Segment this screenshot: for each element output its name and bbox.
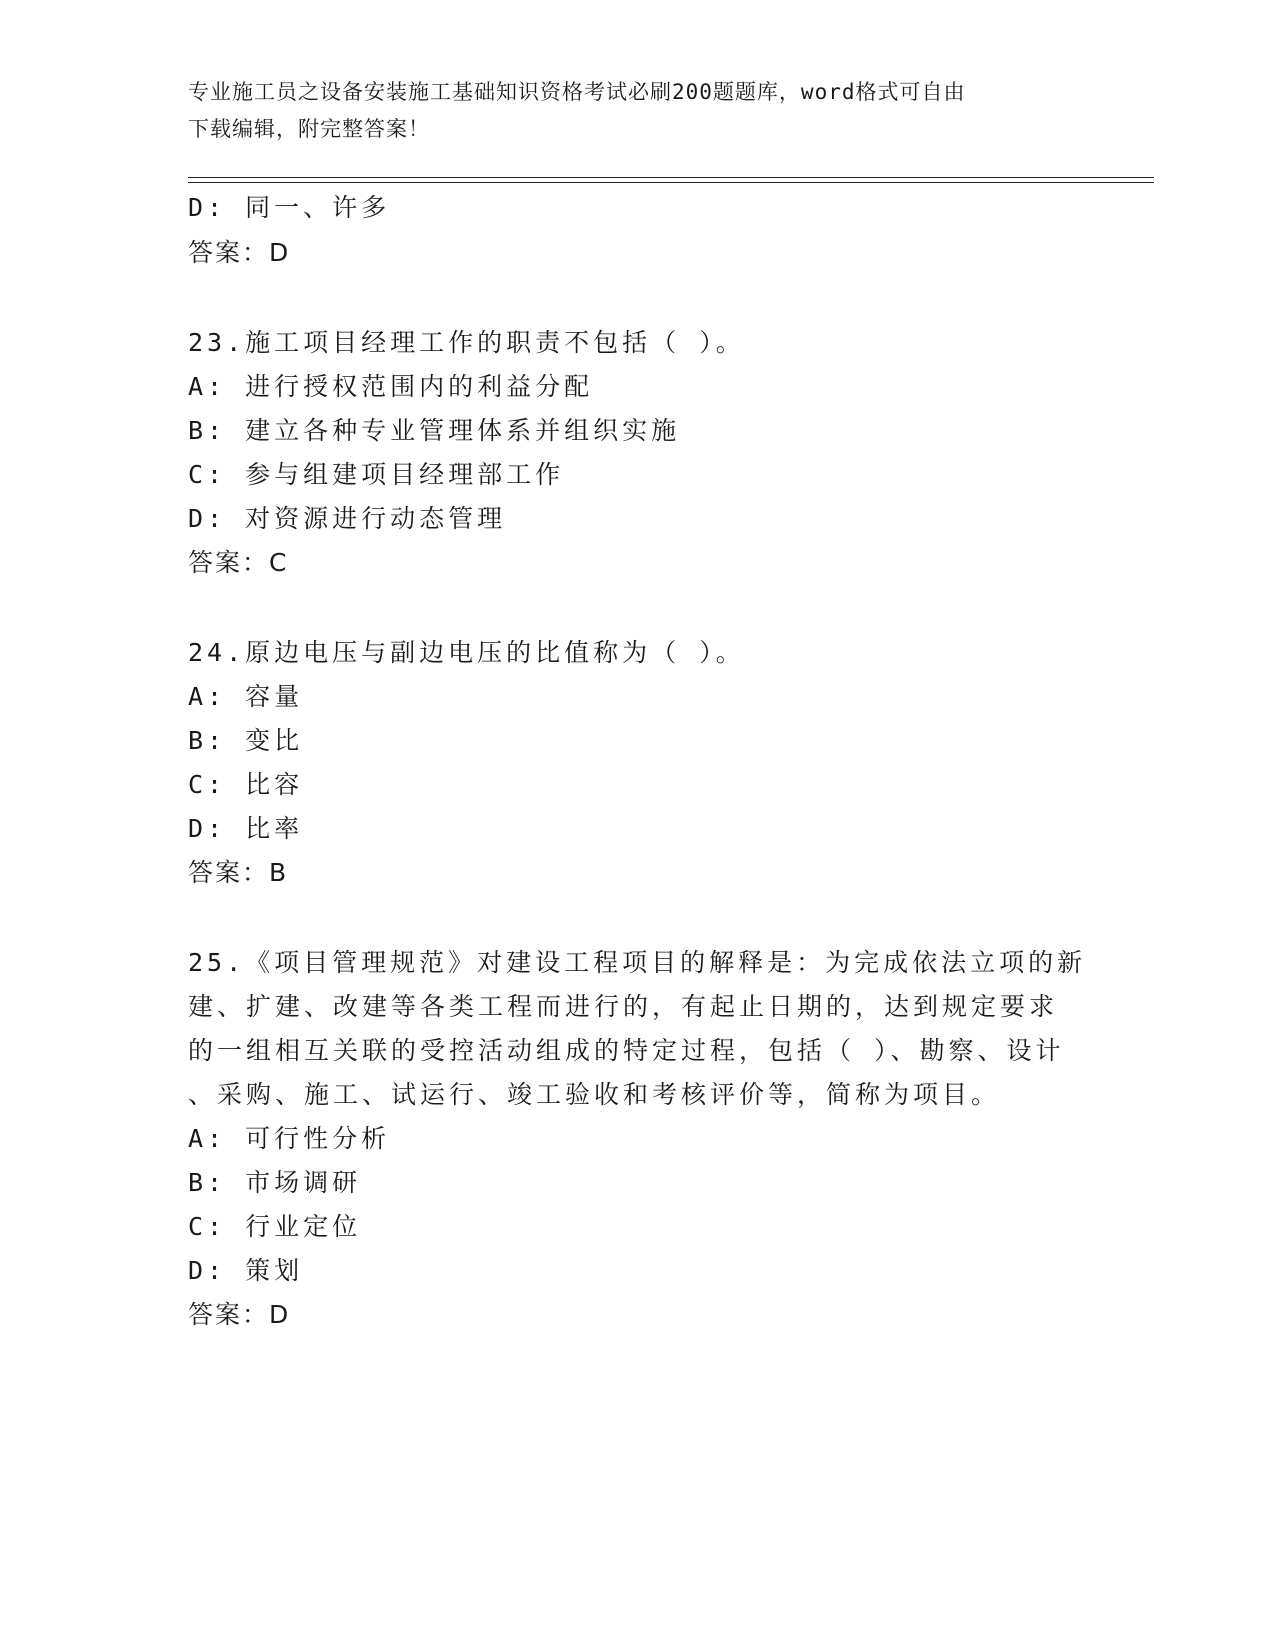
q24-stem: 24.原边电压与副边电压的比值称为（ ）。 (188, 638, 745, 667)
document-header (188, 74, 1068, 148)
q24-option-b: B: 变比 (188, 726, 304, 755)
q25-stem-line-3: 的一组相互关联的受控活动组成的特定过程，包括（ ）、勘察、设计 (188, 1036, 1065, 1065)
q23-option-c: C: 参与组建项目经理部工作 (188, 460, 565, 489)
q24-option-c: C: 比容 (188, 770, 304, 799)
q23-option-a: A: 进行授权范围内的利益分配 (188, 372, 594, 401)
q23-option-d: D: 对资源进行动态管理 (188, 504, 507, 533)
q25-stem-line-1: 25.《项目管理规范》对建设工程项目的解释是：为完成依法立项的新 (188, 948, 1087, 977)
q25-answer: 答案：D (188, 1300, 291, 1329)
q23-option-b: B: 建立各种专业管理体系并组织实施 (188, 416, 681, 445)
header-divider-top (188, 177, 1154, 178)
header-line-1: 专业施工员之设备安装施工基础知识资格考试必刷200题题库，word格式可自由 (188, 80, 966, 104)
q22-option-d: D: 同一、许多 (188, 193, 391, 222)
q22-answer: 答案：D (188, 238, 291, 267)
q25-stem-line-2: 建、扩建、改建等各类工程而进行的，有起止日期的，达到规定要求 (188, 992, 1059, 1021)
q25-option-d: D: 策划 (188, 1256, 304, 1285)
q23-answer: 答案：C (188, 548, 289, 577)
q23-stem: 23.施工项目经理工作的职责不包括（ ）。 (188, 328, 745, 357)
q25-option-b: B: 市场调研 (188, 1168, 362, 1197)
q24-option-d: D: 比率 (188, 814, 304, 843)
header-line-2: 下载编辑，附完整答案！ (188, 117, 430, 141)
q25-option-c: C: 行业定位 (188, 1212, 362, 1241)
q24-option-a: A: 容量 (188, 682, 304, 711)
q25-stem-line-4: 、采购、施工、试运行、竣工验收和考核评价等，简称为项目。 (188, 1080, 1001, 1109)
header-divider-bottom (188, 182, 1154, 183)
q25-option-a: A: 可行性分析 (188, 1124, 391, 1153)
q24-answer: 答案：B (188, 858, 289, 887)
